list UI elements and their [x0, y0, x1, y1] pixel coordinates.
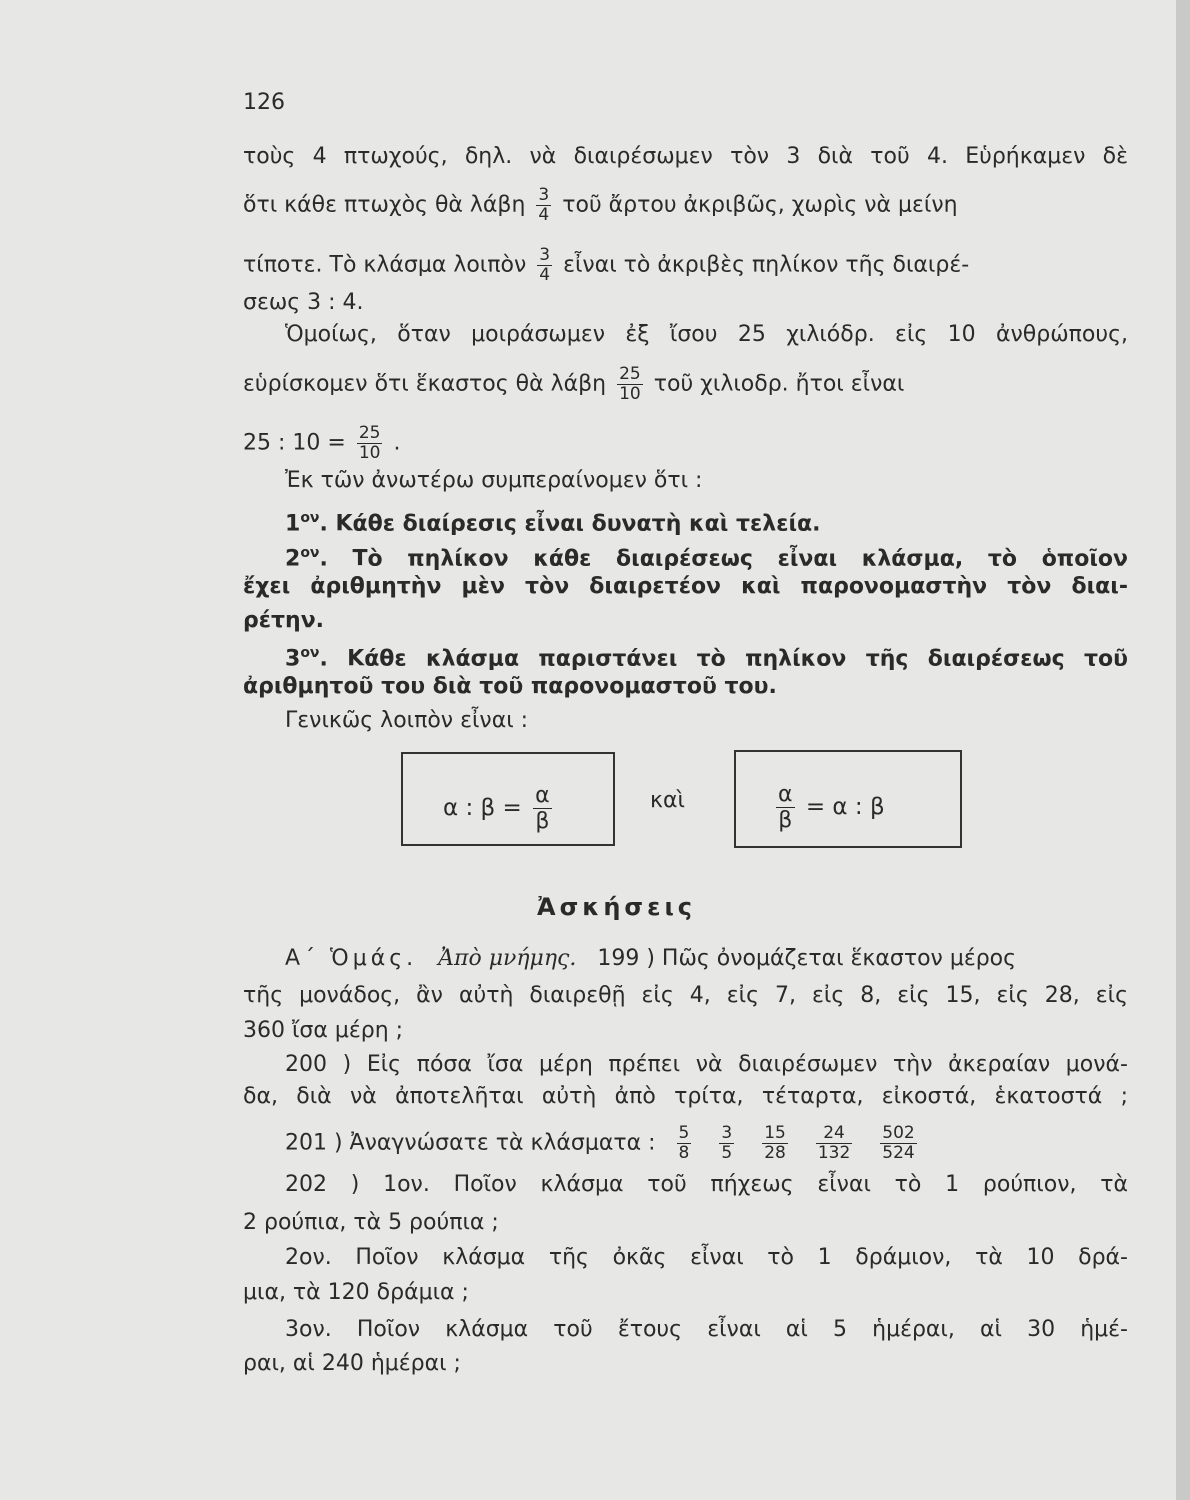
text-span: εἶναι τὸ ἀκριβὲς πηλίκον τῆς διαιρέ-	[563, 252, 970, 278]
fraction-denominator: 10	[619, 384, 641, 404]
text-span: 199 ) Πῶς ὀνομάζεται ἕκαστον μέρος	[597, 946, 1017, 971]
fraction-denominator: 10	[358, 443, 381, 463]
formula	[443, 783, 556, 834]
text-line	[243, 424, 400, 463]
ordinal-suffix: ον	[300, 545, 320, 561]
fraction-numerator: 3	[721, 1123, 733, 1143]
text-span: 25 : 10 =	[243, 430, 346, 456]
rule-text: . Κάθε κλάσμα παριστάνει τὸ πηλίκον τῆς διαιρέσεως τοῦ	[319, 646, 1128, 672]
rule-text: . Τὸ πηλίκον κάθε διαιρέσεως εἶναι κλάσμα, τὸ ὁποῖον	[319, 546, 1128, 572]
fraction	[719, 1124, 734, 1163]
formula-box-left	[401, 752, 615, 846]
formula-lhs: α : β =	[443, 795, 522, 821]
fraction-denominator: β	[533, 808, 552, 834]
fraction-numerator: 3	[539, 245, 551, 265]
rule-3	[285, 640, 1128, 672]
text-line: 3ον. Ποῖον κλάσμα τοῦ ἔτους εἶναι αἱ 5 ἡμέραι, αἱ 30 ἡμέ-	[285, 1317, 1128, 1342]
exercise-200: 200 ) Εἰς πόσα ἴσα μέρη πρέπει νὰ διαιρέσωμεν τὴν ἀκεραίαν μονά-	[285, 1052, 1128, 1077]
fraction-numerator: 24	[823, 1123, 845, 1143]
ordinal-suffix: ον	[300, 510, 320, 526]
fraction	[776, 782, 795, 833]
fraction-numerator: 15	[764, 1123, 786, 1143]
fraction-denominator: β	[776, 807, 795, 833]
text-line	[243, 246, 969, 285]
fraction-denominator: 5	[721, 1143, 733, 1163]
text-line: 2ον. Ποῖον κλάσμα τῆς ὀκᾶς εἶναι τὸ 1 δράμιον, τὰ 10 δρά-	[285, 1245, 1128, 1270]
fraction	[617, 365, 643, 404]
text-span: τίποτε. Τὸ κλάσμα λοιπὸν	[243, 252, 527, 278]
fraction-denominator: 132	[817, 1143, 851, 1163]
fraction	[537, 246, 552, 285]
fraction-denominator: 28	[764, 1143, 786, 1163]
fraction-denominator: 4	[539, 265, 551, 285]
formula-connector: καὶ	[650, 788, 685, 813]
page-edge	[1176, 0, 1190, 1500]
exercise-202: 202 ) 1ον. Ποῖον κλάσμα τοῦ πήχεως εἶναι τὸ 1 ρούπιον, τὰ	[285, 1172, 1128, 1197]
text-line: δα, διὰ νὰ ἀποτελῆται αὐτὴ ἀπὸ τρίτα, τέταρτα, εἰκοστά, ἑκατοστά ;	[243, 1084, 1128, 1109]
fraction-numerator: 25	[619, 364, 641, 384]
fraction-numerator: 25	[358, 423, 381, 443]
fraction	[762, 1124, 788, 1163]
fraction-numerator: 5	[678, 1123, 690, 1143]
rule-text: . Κάθε διαίρεσις εἶναι δυνατὴ καὶ τελεία.	[319, 511, 821, 537]
fraction-denominator: 8	[678, 1143, 690, 1163]
text-span: εὑρίσκομεν ὅτι ἕκαστος θὰ λάβη	[243, 371, 607, 397]
rule-number: 3	[285, 646, 301, 672]
text-span: .	[393, 430, 401, 456]
formula-box-right	[734, 750, 962, 848]
text-line	[243, 365, 904, 404]
exercise-201	[285, 1124, 931, 1163]
fraction	[533, 783, 552, 834]
formula	[772, 782, 885, 833]
text-line: σεως 3 : 4.	[243, 290, 364, 315]
rule-1	[285, 505, 821, 537]
fraction-list	[663, 1123, 931, 1163]
fraction-numerator: 3	[538, 185, 550, 205]
text-line: ἔχει ἀριθμητὴν μὲν τὸν διαιρετέον καὶ παρονομαστὴν τὸν διαι-	[243, 574, 1128, 599]
text-line: Γενικῶς λοιπὸν εἶναι :	[285, 708, 529, 733]
page-number: 126	[243, 90, 285, 115]
exercise-group: Α΄ Ὁμάς.	[285, 946, 418, 971]
text-line: τῆς μονάδος, ἂν αὐτὴ διαιρεθῇ εἰς 4, εἰς 7, εἰς 8, εἰς 15, εἰς 28, εἰς	[243, 983, 1128, 1008]
rule-number: 2	[285, 546, 301, 572]
fraction	[816, 1124, 852, 1163]
rule-number: 1	[285, 511, 301, 537]
fraction-denominator: 4	[538, 205, 550, 225]
text-line: Ὁμοίως, ὅταν μοιράσωμεν ἐξ ἴσου 25 χιλιόδρ. εἰς 10 ἀνθρώπους,	[285, 322, 1128, 347]
text-line: Ἐκ τῶν ἀνωτέρω συμπεραίνομεν ὅτι :	[285, 468, 703, 493]
text-span: ὅτι κάθε πτωχὸς θὰ λάβη	[243, 192, 526, 218]
fraction-numerator: α	[535, 783, 550, 808]
exercise-199	[285, 946, 1016, 972]
fraction-numerator: α	[778, 782, 793, 807]
fraction-denominator: 524	[882, 1143, 915, 1163]
exercise-mode: Ἀπὸ μνήμης.	[438, 946, 577, 971]
ordinal-suffix: ον	[300, 645, 320, 661]
text-line: ἀριθμητοῦ του διὰ τοῦ παρονομαστοῦ του.	[243, 674, 777, 699]
fraction-numerator: 502	[882, 1123, 915, 1143]
rule-2	[285, 540, 1128, 572]
text-span: τοῦ χιλιοδρ. ἤτοι εἶναι	[653, 371, 905, 397]
formula-rhs: = α : β	[805, 794, 885, 820]
text-span: 201 ) Ἀναγνώσατε τὰ κλάσματα :	[285, 1130, 656, 1156]
fraction	[677, 1124, 692, 1163]
fraction	[357, 424, 383, 463]
text-line	[243, 186, 958, 225]
text-line: 360 ἴσα μέρη ;	[243, 1018, 404, 1043]
text-line: μια, τὰ 120 δράμια ;	[243, 1280, 469, 1305]
text-line: ραι, αἱ 240 ἡμέραι ;	[243, 1351, 461, 1376]
fraction	[536, 186, 551, 225]
text-line: ρέτην.	[243, 608, 325, 633]
text-line: 2 ρούπια, τὰ 5 ρούπια ;	[243, 1210, 499, 1235]
text-span: τοῦ ἄρτου ἀκριβῶς, χωρὶς νὰ μείνη	[562, 192, 958, 218]
text-line: τοὺς 4 πτωχούς, δηλ. νὰ διαιρέσωμεν τὸν 3 διὰ τοῦ 4. Εὑρήκαμεν δὲ	[243, 144, 1128, 169]
exercises-heading: Ἀσκήσεις	[537, 893, 697, 921]
fraction	[880, 1124, 916, 1163]
